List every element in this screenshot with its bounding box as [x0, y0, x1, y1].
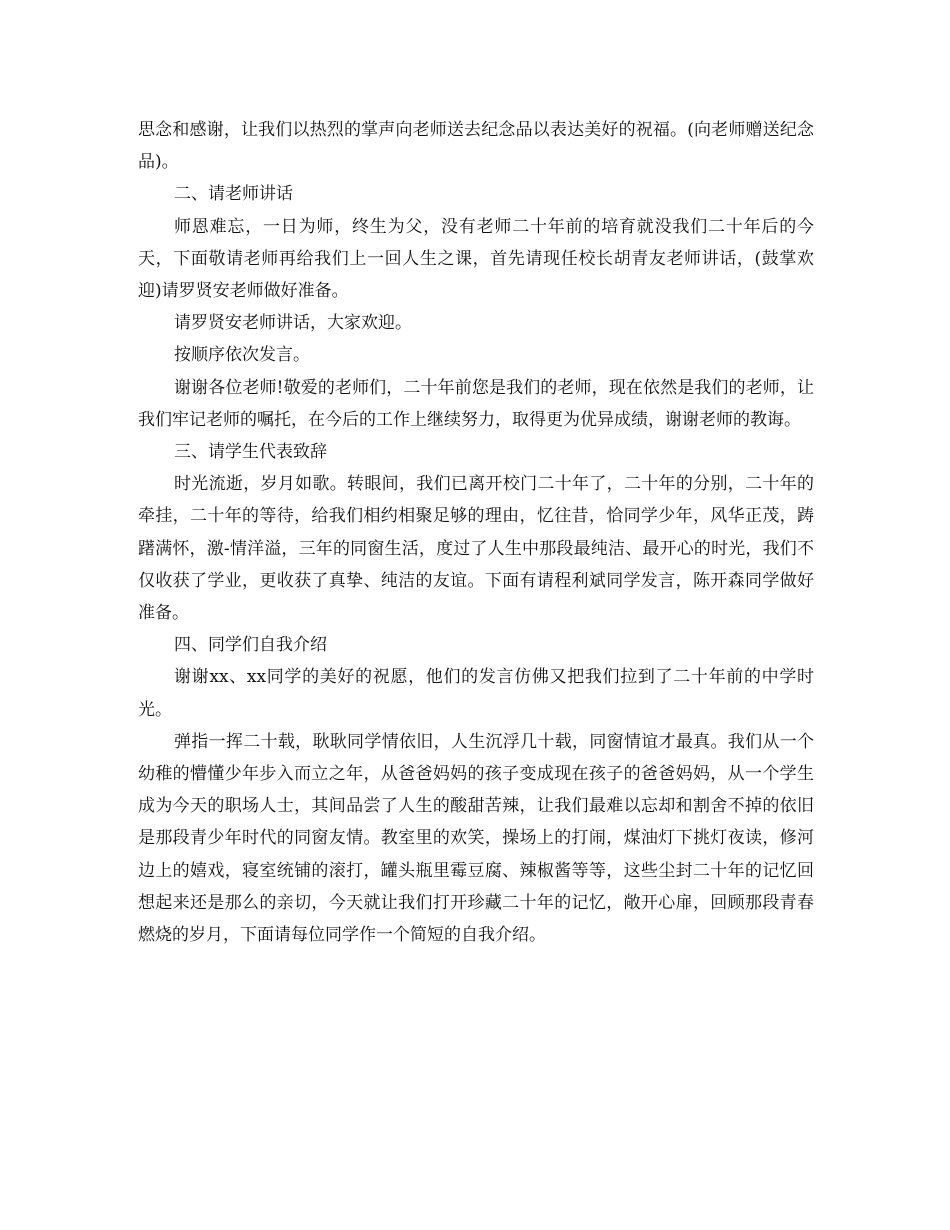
paragraph-closing-thanks: 思念和感谢，让我们以热烈的掌声向老师送去纪念品以表达美好的祝福。(向老师赠送纪念品)。: [138, 120, 814, 173]
paragraph-twenty-years: 弹指一挥二十载，耿耿同学情依旧，人生沉浮几十载，同窗情谊才最真。我们从一个幼稚的懵懂少年步入而立之年，从爸爸妈妈的孩子变成现在孩子的爸爸妈妈，从一个学生成为今天的职场人士，其间品尝了人生的酸甜苦辣，让我们最难以忘却和割舍不掉的依旧是那段青少年时代的同窗友情。教室里的欢笑，操场上的打闹，煤油灯下挑灯夜读，修河边上的嬉戏，寝室统铺的滚打，罐头瓶里霉豆腐、辣椒酱等等，这些尘封二十年的记忆回想起来还是那么的亲切，今天就让我们打开珍藏二十年的记忆，敞开心扉，回顾那段青春燃烧的岁月，下面请每位同学作一个简短的自我介绍。: [138, 731, 814, 946]
paragraph-thanks-classmates: 谢谢xx、xx同学的美好的祝愿，他们的发言仿佛又把我们拉到了二十年前的中学时光。: [138, 667, 814, 720]
paragraph-thank-teachers: 谢谢各位老师!敬爱的老师们，二十年前您是我们的老师，现在依然是我们的老师，让我们牢记老师的嘱托，在今后的工作上继续努力，取得更为优异成绩，谢谢老师的教诲。: [138, 377, 814, 430]
section-heading-teacher-speech: 二、请老师讲话: [174, 184, 293, 205]
document-body: [138, 114, 814, 951]
paragraph-invite-teacher: 请罗贤安老师讲话，大家欢迎。: [174, 313, 412, 334]
paragraph-speaking-order: 按顺序依次发言。: [174, 345, 310, 366]
paragraph-time-passing: 时光流逝，岁月如歌。转眼间，我们已离开校门二十年了，二十年的分别，二十年的牵挂，二十年的等待，给我们相约相聚足够的理由，忆往昔，恰同学少年，风华正茂，踌躇满怀，激-情洋溢，三年的同窗生活，度过了人生中那段最纯洁、最开心的时光，我们不仅收获了学业，更收获了真挚、纯洁的友谊。下面有请程利斌同学发言，陈开森同学做好准备。: [138, 474, 814, 624]
section-heading-self-intro: 四、同学们自我介绍: [174, 635, 327, 656]
section-heading-student-speech: 三、请学生代表致辞: [174, 442, 327, 463]
paragraph-teacher-intro: 师恩难忘，一日为师，终生为父，没有老师二十年前的培育就没我们二十年后的今天，下面敬请老师再给我们上一回人生之课，首先请现任校长胡青友老师讲话，(鼓掌欢迎)请罗贤安老师做好准备。: [138, 216, 814, 302]
